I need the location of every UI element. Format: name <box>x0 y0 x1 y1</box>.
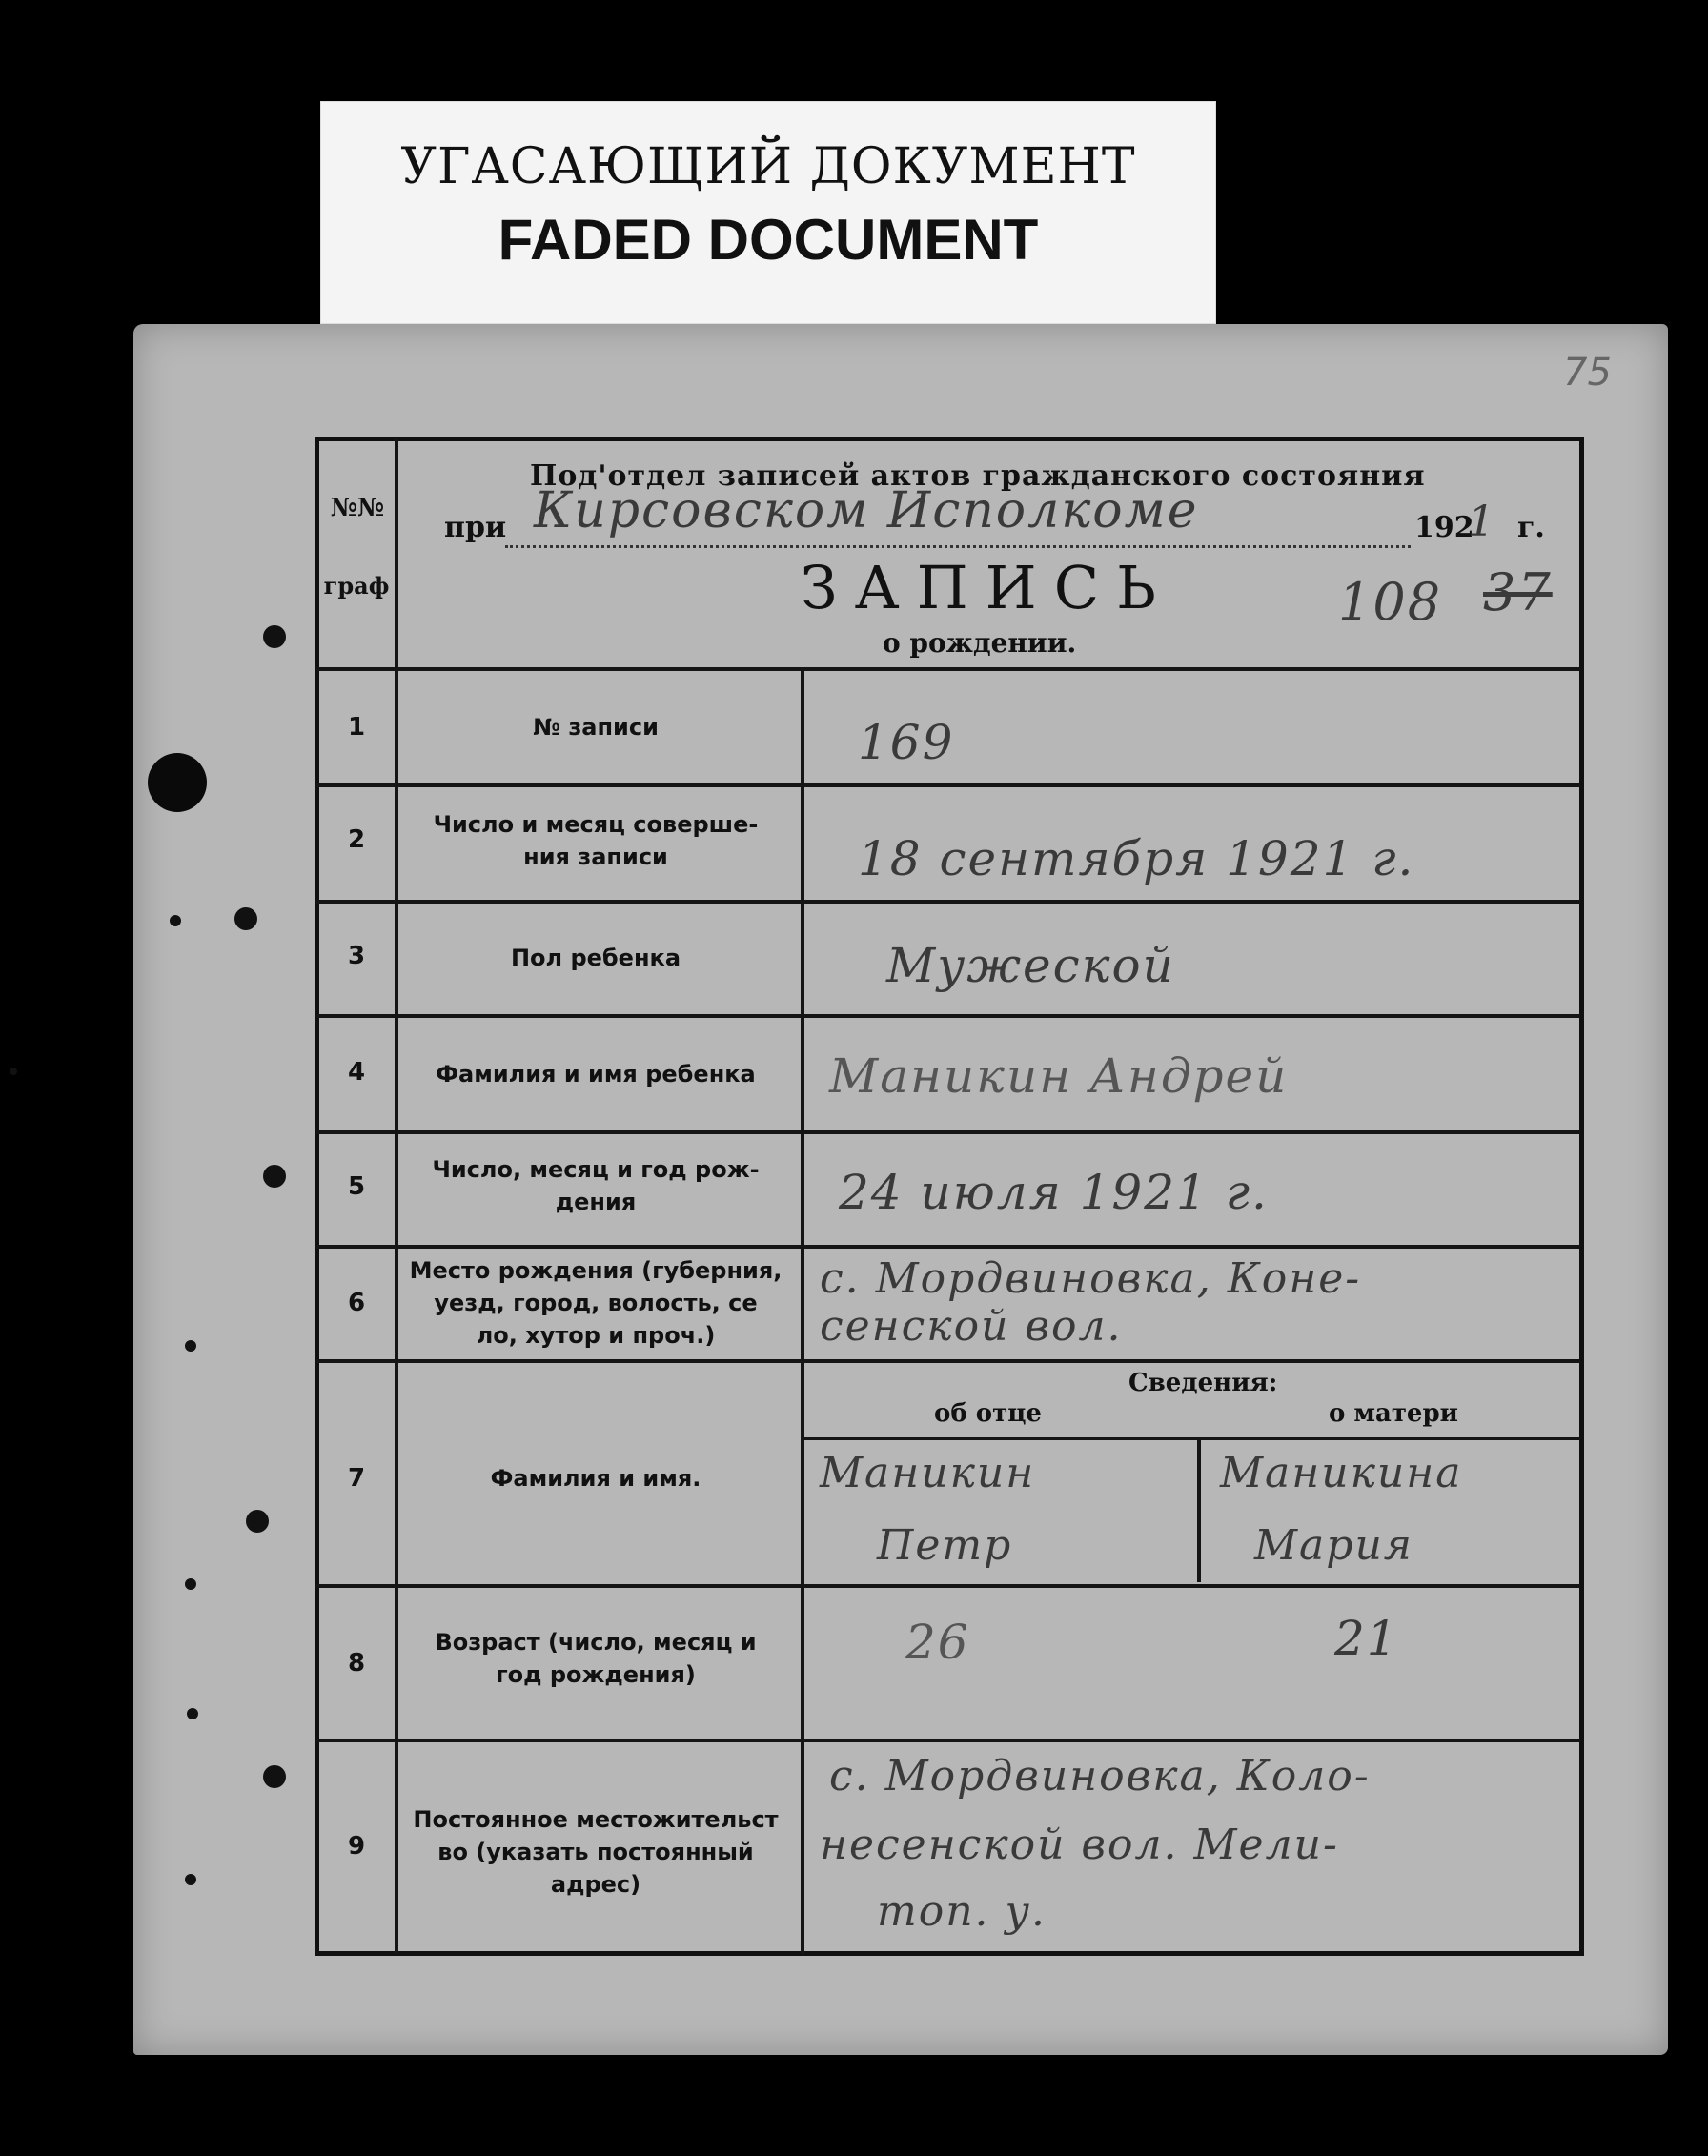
row-label: Число, месяц и год рож- дения <box>432 1156 760 1215</box>
row-number: 1 <box>347 713 366 742</box>
stamp-russian-text: УГАСАЮЩИЙ ДОКУМЕНТ <box>400 138 1136 195</box>
row-label: № записи <box>533 714 659 741</box>
residence-line-3: топ. у. <box>877 1887 1047 1936</box>
column-label-graf: граф <box>323 572 390 600</box>
binding-hole <box>148 753 207 812</box>
birthplace-line-2: сенской вол. <box>820 1302 1123 1351</box>
child-name-value: Маникин Андрей <box>829 1048 1289 1104</box>
record-number-value: 169 <box>858 715 955 770</box>
record-title: ЗАПИСЬ <box>801 553 1173 622</box>
father-heading: об отце <box>934 1399 1042 1428</box>
row-divider <box>316 1359 1580 1363</box>
faded-document-stamp <box>320 101 1216 324</box>
info-heading: Сведения: <box>1128 1369 1278 1397</box>
folio-number: 108 <box>1338 572 1443 632</box>
binding-hole <box>185 1578 196 1590</box>
row-divider <box>316 900 1580 904</box>
corner-page-mark: 75 <box>1563 351 1612 395</box>
residence-line-1: с. Мордвиновка, Коло- <box>829 1752 1371 1800</box>
binding-hole <box>246 1510 269 1533</box>
row-divider <box>803 1437 1580 1440</box>
binding-hole <box>263 625 286 648</box>
column-divider <box>801 671 804 1954</box>
binding-hole <box>187 1708 198 1719</box>
row-divider <box>316 1739 1580 1742</box>
row-number: 2 <box>347 825 366 854</box>
stamp-english-text: FADED DOCUMENT <box>498 208 1039 272</box>
row-number: 4 <box>347 1058 366 1087</box>
row-number: 5 <box>347 1172 366 1201</box>
mother-surname-value: Маникина <box>1220 1449 1463 1497</box>
pri-underline <box>505 545 1411 548</box>
row-divider <box>316 1584 1580 1588</box>
residence-line-2: несенской вол. Мели- <box>820 1820 1339 1869</box>
pri-handwritten-value: Кирсовском Исполкоме <box>534 482 1199 539</box>
row-divider <box>316 667 1580 671</box>
row-label: Фамилия и имя ребенка <box>436 1061 756 1088</box>
year-suffix: г. <box>1517 511 1545 544</box>
row-label: Возраст (число, месяц и год рождения) <box>435 1629 757 1688</box>
binding-hole <box>263 1165 286 1188</box>
office-line: Под'отдел записей актов гражданского состояния <box>530 459 1426 493</box>
year-handwritten: 1 <box>1468 498 1496 546</box>
row-number: 9 <box>347 1832 366 1861</box>
row-divider <box>316 1245 1580 1249</box>
mother-name-value: Мария <box>1254 1521 1413 1570</box>
column-divider <box>1197 1437 1201 1582</box>
column-label-numbers: №№ <box>330 494 385 522</box>
row-label: Пол ребенка <box>510 945 681 971</box>
father-name-value: Петр <box>877 1521 1013 1570</box>
row-label: Фамилия и имя. <box>490 1465 702 1492</box>
row-divider <box>316 783 1580 787</box>
mother-heading: о матери <box>1329 1399 1458 1428</box>
year-prefix: 192 <box>1414 511 1474 544</box>
binding-hole <box>185 1874 196 1885</box>
row-label: Число и месяц соверше- ния записи <box>433 811 759 870</box>
row-label: Постоянное местожительст во (указать постоянный адрес) <box>413 1806 779 1898</box>
birthplace-line-1: с. Мордвиновка, Коне- <box>820 1254 1362 1303</box>
row-divider <box>316 1014 1580 1018</box>
row-divider <box>316 1130 1580 1134</box>
row-number: 3 <box>347 942 366 970</box>
row-number: 7 <box>347 1464 366 1493</box>
father-surname-value: Маникин <box>820 1449 1036 1497</box>
binding-hole <box>170 915 181 926</box>
row-number: 8 <box>347 1649 366 1678</box>
birth-date-value: 24 июля 1921 г. <box>839 1165 1269 1220</box>
row-number: 6 <box>347 1289 366 1317</box>
folio-struck-number: 37 <box>1483 562 1553 622</box>
record-date-value: 18 сентября 1921 г. <box>858 831 1415 886</box>
binding-hole <box>263 1765 286 1788</box>
pri-label: при <box>444 511 507 544</box>
column-divider <box>395 438 398 1954</box>
binding-hole <box>234 907 257 930</box>
mother-age-value: 21 <box>1334 1611 1399 1666</box>
father-age-value: 26 <box>905 1615 970 1670</box>
binding-hole <box>10 1068 17 1075</box>
record-subtitle: о рождении. <box>883 627 1077 659</box>
row-label: Место рождения (губерния, уезд, город, волость, се ло, хутор и проч.) <box>409 1257 783 1349</box>
binding-hole <box>185 1340 196 1352</box>
child-sex-value: Мужеской <box>886 938 1175 993</box>
